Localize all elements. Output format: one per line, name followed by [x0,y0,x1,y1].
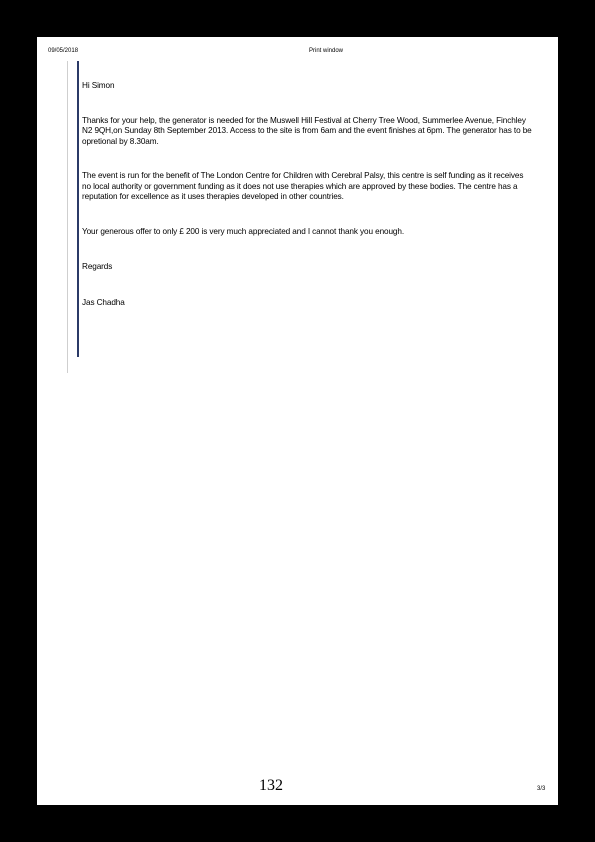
document-page [37,37,558,805]
page-number: 132 [259,777,283,794]
closing: Regards [82,262,113,271]
page-count: 3/3 [537,786,546,792]
quote-rule-inner [77,61,79,357]
signature: Jas Chadha [82,297,125,307]
paragraph-generator-details: Thanks for your help, the generator is needed for the Muswell Hill Festival at Cherry Tree Wood, Summerlee Avenue, Finchley N2 9QH,on Sunday 8th September 2013. Access to the site is from 6am and the event finishes at 6pm. The generator has to be opretional by 8.30am. [82,115,532,146]
paragraph-thanks: Your generous offer to only £ 200 is very much appreciated and I cannot thank you enough. [82,226,405,236]
greeting: Hi Simon [82,81,115,90]
quote-rule-outer [67,61,68,373]
email-body [82,81,532,308]
print-date: 09/05/2018 [48,48,79,54]
paragraph-event-charity: The event is run for the benefit of The London Centre for Children with Cerebral Palsy, this centre is self funding as it receives no local authority or government funding as it does not use therapies which are approved by these bodies. The centre has a reputation for excellence as it uses therapies developed in other countries. [82,171,524,201]
print-window-title: Print window [309,48,344,54]
